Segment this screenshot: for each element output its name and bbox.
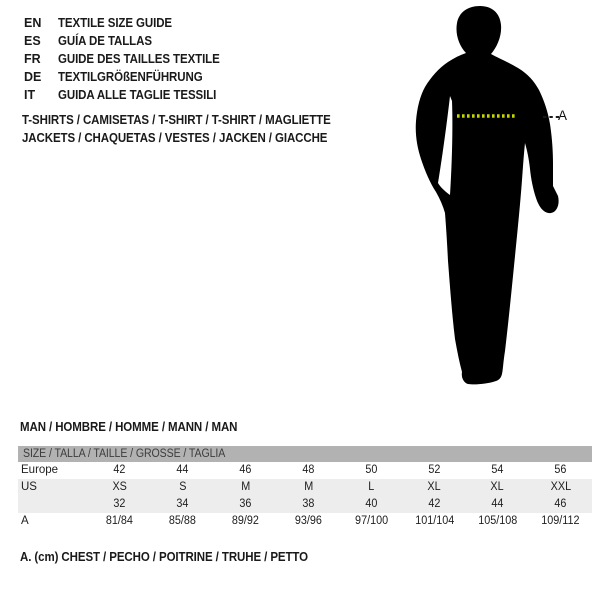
language-label: GUIDA ALLE TAGLIE TESSILI bbox=[58, 88, 217, 102]
table-cell: 56 bbox=[554, 464, 567, 476]
table-cell: 52 bbox=[428, 464, 441, 476]
language-guide-list bbox=[24, 14, 234, 104]
table-cell: 81/84 bbox=[105, 515, 134, 527]
measurement-footnote: A. (cm) CHEST / PECHO / POITRINE / TRUHE / PETTO bbox=[20, 550, 309, 564]
table-cell: 44 bbox=[491, 498, 504, 510]
table-cell: 46 bbox=[239, 464, 252, 476]
category-line-jackets: JACKETS / CHAQUETAS / VESTES / JACKEN / GIACCHE bbox=[22, 131, 328, 145]
row-label: Europe bbox=[21, 464, 59, 476]
table-cell: 32 bbox=[113, 498, 126, 510]
section-title-man: MAN / HOMBRE / HOMME / MANN / MAN bbox=[20, 420, 238, 434]
table-cell: 40 bbox=[365, 498, 378, 510]
table-cell: 93/96 bbox=[294, 515, 323, 527]
row-label: US bbox=[21, 481, 37, 493]
table-cell: XS bbox=[112, 481, 127, 493]
size-table-header: SIZE / TALLA / TAILLE / GRÖSSE / TAGLIA bbox=[18, 446, 592, 462]
table-cell: 101/104 bbox=[414, 515, 455, 527]
row-label bbox=[18, 496, 88, 513]
garment-categories bbox=[22, 111, 358, 147]
language-row bbox=[24, 86, 234, 104]
table-row-europe bbox=[18, 462, 592, 479]
table-cell: XXL bbox=[550, 481, 571, 493]
table-cell: 48 bbox=[302, 464, 315, 476]
measure-label-a: A bbox=[558, 108, 568, 123]
table-cell: 46 bbox=[554, 498, 567, 510]
size-table bbox=[18, 446, 592, 530]
row-label: A bbox=[21, 515, 29, 527]
table-row-us-numeric bbox=[18, 496, 592, 513]
table-cell: XL bbox=[490, 481, 505, 493]
table-row-chest-a bbox=[18, 513, 592, 530]
table-cell: 42 bbox=[428, 498, 441, 510]
language-row bbox=[24, 32, 234, 50]
table-cell: 97/100 bbox=[354, 515, 389, 527]
language-label: TEXTILGRÖßENFÜHRUNG bbox=[58, 70, 203, 84]
table-cell: 50 bbox=[365, 464, 378, 476]
language-row bbox=[24, 50, 234, 68]
table-cell: 89/92 bbox=[231, 515, 260, 527]
table-cell: 105/108 bbox=[477, 515, 518, 527]
table-cell: XL bbox=[427, 481, 442, 493]
man-silhouette bbox=[400, 0, 600, 400]
language-row bbox=[24, 14, 234, 32]
table-cell: 38 bbox=[302, 498, 315, 510]
language-label: TEXTILE SIZE GUIDE bbox=[58, 16, 173, 30]
language-label: GUÍA DE TALLAS bbox=[58, 34, 152, 48]
table-cell: M bbox=[240, 481, 251, 493]
language-code: DE bbox=[24, 70, 42, 84]
man-body-shape bbox=[416, 6, 559, 384]
language-row bbox=[24, 68, 234, 86]
table-cell: 36 bbox=[239, 498, 252, 510]
table-cell: 44 bbox=[176, 464, 189, 476]
table-row-us bbox=[18, 479, 592, 496]
table-cell: S bbox=[178, 481, 187, 493]
table-cell: M bbox=[303, 481, 314, 493]
language-code: IT bbox=[24, 88, 36, 102]
table-cell: 109/112 bbox=[541, 515, 580, 527]
language-code: FR bbox=[24, 52, 41, 66]
language-label: GUIDE DES TAILLES TEXTILE bbox=[58, 52, 220, 66]
table-cell: 42 bbox=[113, 464, 126, 476]
table-cell: L bbox=[368, 481, 375, 493]
language-code: ES bbox=[24, 34, 41, 48]
table-cell: 54 bbox=[491, 464, 504, 476]
table-cell: 85/88 bbox=[168, 515, 197, 527]
category-line-tshirts: T-SHIRTS / CAMISETAS / T-SHIRT / T-SHIRT / MAGLIETTE bbox=[22, 113, 331, 127]
table-cell: 34 bbox=[176, 498, 189, 510]
language-code: EN bbox=[24, 16, 42, 30]
